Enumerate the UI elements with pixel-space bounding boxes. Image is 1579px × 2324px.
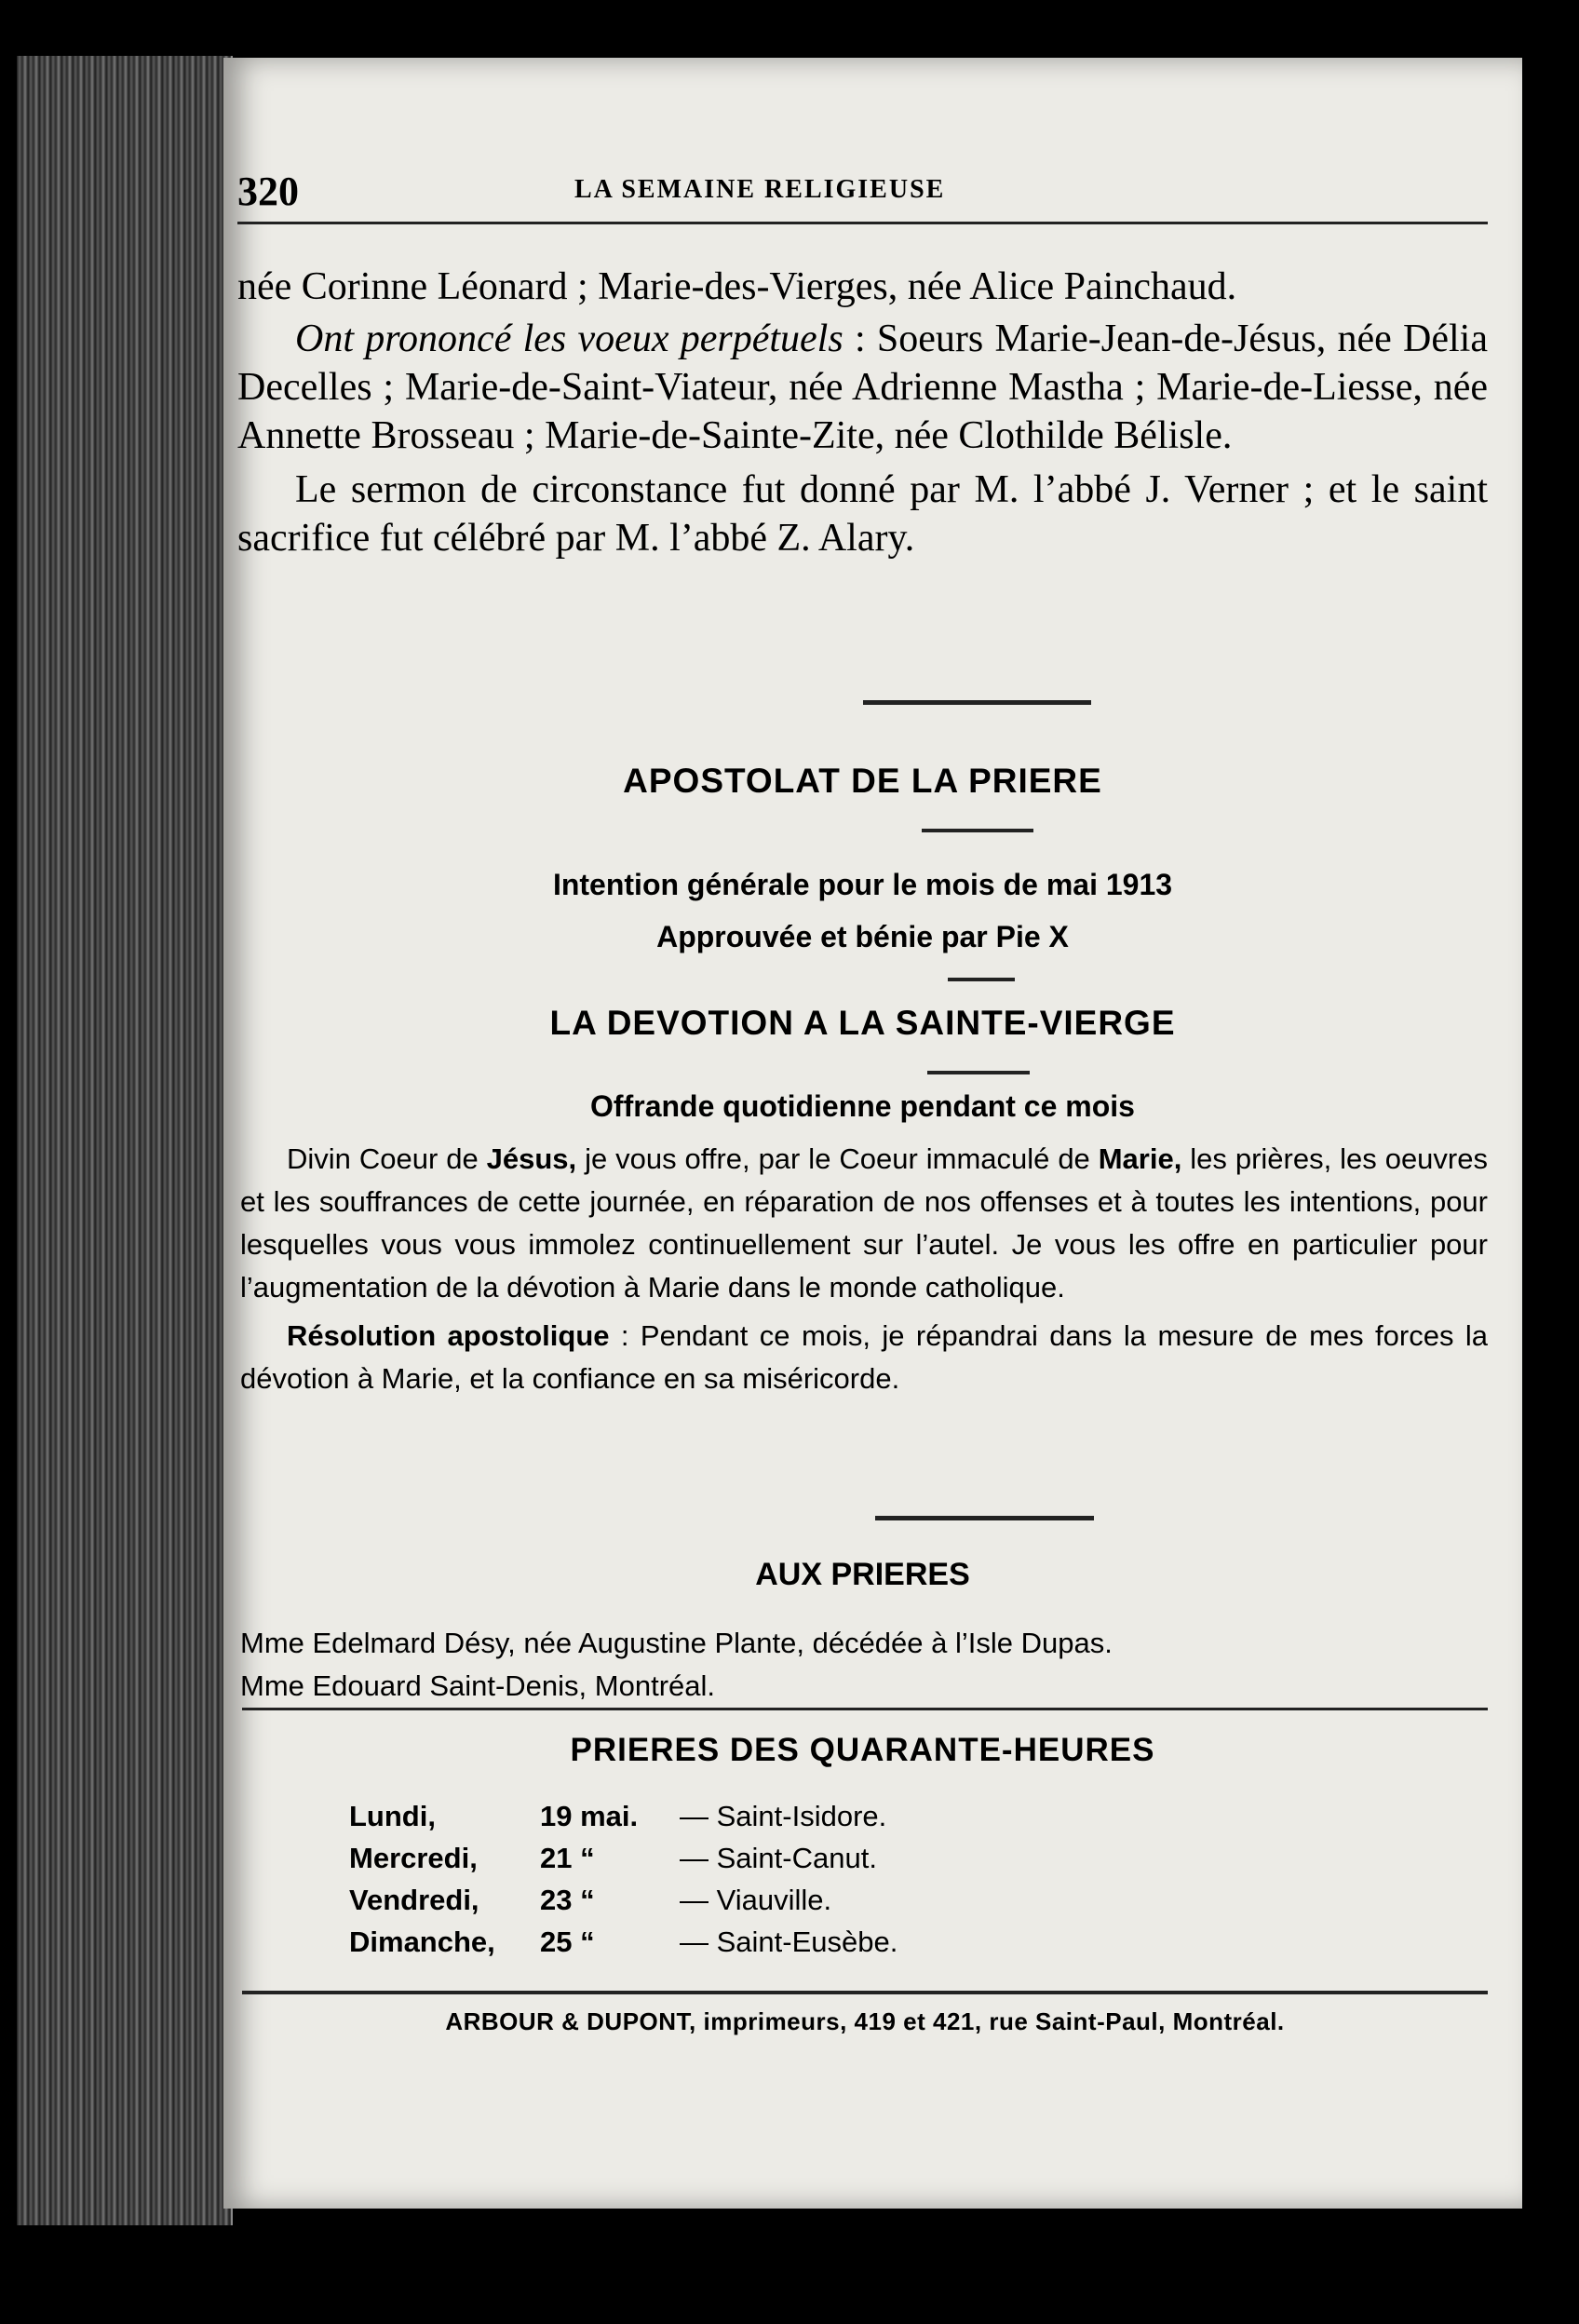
quarante-heures-table: [349, 1795, 959, 1963]
day-cell: Lundi,: [349, 1800, 436, 1832]
approval-heading: Approuvée et bénie par Pie X: [656, 920, 1069, 953]
day-cell: Dimanche,: [349, 1925, 495, 1958]
vows-lead: Ont prononcé les voeux perpétuels: [295, 318, 843, 360]
offrande-marie: Marie,: [1098, 1142, 1182, 1175]
printer-imprint: ARBOUR & DUPONT, imprimeurs, 419 et 421, rue Saint-Paul, Montréal.: [242, 1991, 1488, 2036]
divider: [922, 829, 1033, 832]
apostolat-title: APOSTOLAT DE LA PRIERE: [623, 762, 1102, 800]
place-cell: — Saint-Canut.: [680, 1842, 877, 1874]
place-cell: — Viauville.: [680, 1884, 832, 1916]
offrande-text: les prières, les oeuvres et les souffrances de cette journée, en réparation de nos offenses et à toutes les intentions, pour lesquelles vous vous immolez continuellement sur l’autel. Je vous les offre en particulier pour l’augmentation de la dévotion à Marie dans le monde catholique.: [240, 1142, 1488, 1304]
divider: [927, 1071, 1030, 1074]
vows-text: : Soeurs Marie-Jean-de-Jésus, née Délia Decelles ; Marie-de-Saint-Viateur, née Adrienne Mastha ; Marie-de-Liesse, née Annette Brosseau ; Marie-de-Sainte-Zite, née Clothilde Bélisle.: [237, 318, 1488, 457]
section-divider: [875, 1516, 1094, 1520]
offrande-title: Offrande quotidienne pendant ce mois: [590, 1089, 1135, 1123]
page-header: [237, 110, 1488, 224]
date-cell: 23 “: [540, 1884, 595, 1916]
resolution-paragraph: [240, 1315, 1488, 1400]
table-row: [349, 1795, 959, 1837]
place-cell: — Saint-Isidore.: [680, 1800, 887, 1832]
day-cell: Mercredi,: [349, 1842, 478, 1874]
resolution-text: : Pendant ce mois, je répandrai dans la mesure de mes forces la dévotion à Marie, et la confiance en sa miséricorde.: [240, 1319, 1488, 1395]
offrande-jesus: Jésus,: [486, 1142, 577, 1175]
table-row: [349, 1921, 959, 1963]
aux-prieres-title: AUX PRIERES: [755, 1557, 970, 1592]
date-cell: 25 “: [540, 1925, 595, 1958]
intro-section: [237, 263, 1488, 562]
date-cell: 19 mai.: [540, 1800, 639, 1832]
place-cell: — Saint-Eusèbe.: [680, 1925, 898, 1958]
aux-prieres-line: Mme Edelmard Désy, née Augustine Plante, décédée à l’Isle Dupas.: [240, 1627, 1113, 1659]
day-cell: Vendredi,: [349, 1884, 479, 1916]
resolution-label: Résolution apostolique: [287, 1319, 610, 1352]
intro-line: née Corinne Léonard ; Marie-des-Vierges, née Alice Painchaud.: [237, 265, 1237, 308]
table-row: [349, 1837, 959, 1879]
page-number: 320: [237, 169, 299, 214]
running-title: LA SEMAINE RELIGIEUSE: [574, 175, 946, 204]
aux-prieres-list: [240, 1622, 1488, 1708]
aux-prieres-line: Mme Edouard Saint-Denis, Montréal.: [240, 1669, 716, 1702]
offrande-text: Divin Coeur de: [287, 1142, 487, 1175]
section-rule: [242, 1708, 1488, 1710]
quarante-heures-title: PRIERES DES QUARANTE-HEURES: [570, 1732, 1155, 1768]
vows-paragraph: [237, 315, 1488, 460]
section-divider: [863, 700, 1091, 705]
offrande-paragraph: [240, 1138, 1488, 1400]
book-page-edges: [17, 56, 233, 2225]
divider: [948, 978, 1015, 981]
offrande-text: je vous offre, par le Coeur immaculé de: [576, 1142, 1099, 1175]
intention-heading: Intention générale pour le mois de mai 1913: [552, 868, 1173, 901]
sermon-paragraph: Le sermon de circonstance fut donné par M. l’abbé J. Verner ; et le saint sacrifice fut célébré par M. l’abbé Z. Alary.: [237, 468, 1488, 560]
table-row: [349, 1879, 959, 1921]
date-cell: 21 “: [540, 1842, 595, 1874]
devotion-title: LA DEVOTION A LA SAINTE-VIERGE: [549, 1004, 1176, 1042]
